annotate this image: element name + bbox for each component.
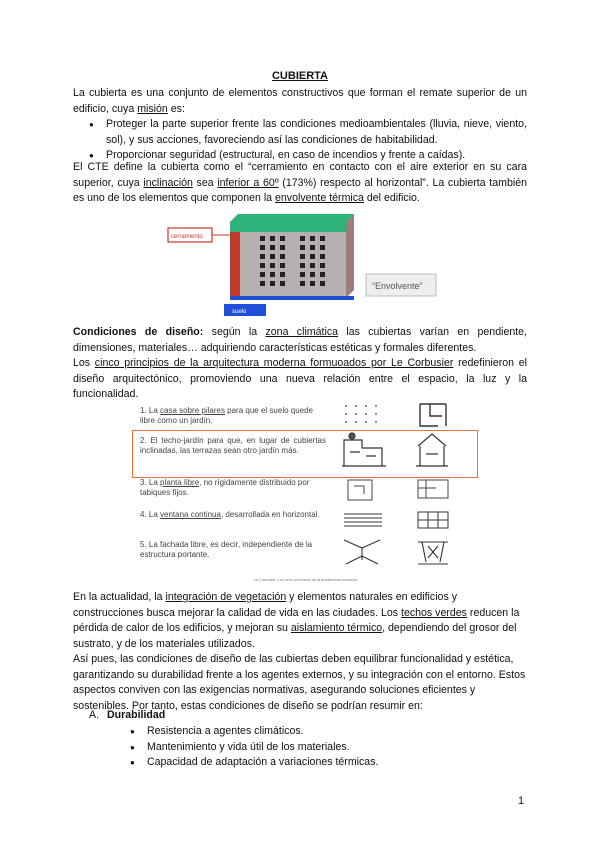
page-title: CUBIERTA bbox=[271, 70, 328, 82]
envelope-figure bbox=[160, 208, 450, 318]
list-item: ● Mantenimiento y vida útil de los materiales. bbox=[73, 740, 527, 756]
principios-paragraph: Los cinco principios de la arquitectura moderna formuoados por Le Corbusier redefinieron el diseño arquitectónico, promoviendo una nueva relación entre el espacio, la luz y la funcionalidad. bbox=[73, 357, 527, 400]
figure-caption: Le Corbusier. Los cinco principios de la arquitectura moderna bbox=[253, 578, 358, 582]
corbusier-figure bbox=[132, 400, 479, 586]
page-number: 1 bbox=[518, 795, 525, 807]
mision-link: misión bbox=[137, 102, 168, 115]
suelo-label: suelo bbox=[232, 309, 247, 315]
condiciones-heading: Condiciones de diseño: bbox=[73, 326, 204, 338]
list-item: ● Capacidad de adaptación a variaciones térmicas. bbox=[73, 755, 527, 771]
wall-section bbox=[230, 232, 240, 298]
durabilidad-list bbox=[73, 724, 527, 771]
facade-sketch bbox=[344, 540, 448, 564]
window-sketch bbox=[344, 512, 448, 528]
free-plan-sketch bbox=[348, 480, 448, 500]
mision-list bbox=[73, 117, 527, 164]
condiciones-paragraph: Condiciones de diseño: según la zona climática las cubiertas varían en pendiente, dimensiones, materiales… adquiriendo características estéticas y formales diferentes. bbox=[73, 326, 527, 354]
principle-item: 5. La fachada libre, es decir, independiente de la estructura portante. bbox=[140, 540, 313, 559]
principle-item: 3. La planta libre, no rígidamente distribuido por tabiques fijos. bbox=[140, 478, 310, 497]
floor-slab bbox=[230, 296, 354, 300]
principle-item: 2. El techo-jardín para que, en lugar de cubiertas inclinadas, las terrazas sean otro jardín más. bbox=[140, 436, 326, 455]
section-a-heading: A. Durabilidad bbox=[89, 709, 166, 721]
list-item: ● Proteger la parte superior frente las condiciones medioambientales (lluvia, nieve, viento, sol), y sus acciones, favoreciendo así las condiciones de habitabilidad. bbox=[73, 117, 527, 148]
roof-garden-sketch bbox=[342, 433, 386, 466]
building-side bbox=[346, 214, 354, 298]
roof-top bbox=[230, 214, 354, 222]
principios-link: cinco principios de la arquitectura moderna formuoados por Le Corbusier bbox=[94, 357, 454, 369]
roof-slab bbox=[230, 222, 346, 232]
list-item: ● Proporcionar seguridad (estructural, en caso de incendios y frente a caídas). bbox=[73, 148, 527, 164]
plan-sketch bbox=[420, 404, 446, 426]
asipues-paragraph: Así pues, las condiciones de diseño de las cubiertas deben equilibrar funcionalidad y estética, garantizando su durabilidad frente a los agentes externos, y su integración con el entorno. Estos aspectos conviven con las exigencias normativas, asegurando soluciones eficientes y sostenibles. Por tanto, estas condiciones de diseño se podrían resumir en: bbox=[73, 653, 526, 712]
pitched-roof-sketch bbox=[416, 434, 448, 466]
pilotis-sketch bbox=[345, 405, 377, 423]
cte-paragraph: El CTE define la cubierta como el “cerramiento en contacto con el aire exterior en su cara superior, cuya inclinación sea inferior a 60º (173%) respecto al horizontal”. La cubierta también es uno de los elementos que componen la envolvente térmica del edificio. bbox=[73, 161, 527, 204]
principle-sketches bbox=[332, 400, 472, 570]
intro-paragraph: La cubierta es una conjunto de elementos constructivos que forman el remate superior de un edificio, cuya misión es: bbox=[73, 87, 527, 115]
list-item: ● Resistencia a agentes climáticos. bbox=[73, 724, 527, 740]
principle-item: 1. La casa sobre pilares para que el suelo quede libre como un jardín. bbox=[140, 406, 314, 425]
cerramiento-label: cerramiento bbox=[171, 234, 203, 240]
principle-item: 4. La ventana continua, desarrollada en horizontal. bbox=[140, 510, 320, 519]
actualidad-paragraph: En la actualidad, la integración de vegetación y elementos naturales en edificios y construcciones busca mejorar la calidad de vida en las ciudades. Los techos verdes reducen la pérdida de calor de los edificios, y mejoran su aislamiento térmico, dependiendo del grosor del sustrato, y de los materiales utilizados. bbox=[73, 591, 520, 650]
building-facade bbox=[230, 232, 346, 298]
envolvente-label: “Envolvente” bbox=[372, 281, 423, 291]
